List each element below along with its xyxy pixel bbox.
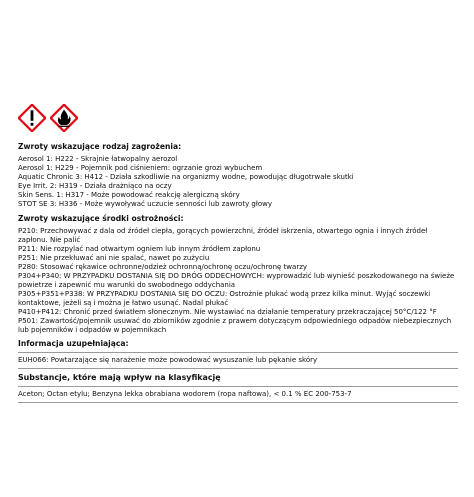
hazard-line: Eye Irrit. 2: H319 - Działa drażniąco na oczy [18, 182, 172, 190]
precaution-line: P211: Nie rozpylać nad otwartym ogniem lub innym źródłem zapłonu [18, 245, 261, 253]
precautionary-title: Zwroty wskazujące środki ostrożności: [18, 214, 184, 223]
flame-icon [50, 104, 78, 132]
divider [18, 386, 458, 387]
hazard-title: Zwroty wskazujące rodzaj zagrożenia: [18, 142, 182, 151]
hazard-line: Aerosol 1: H222 - Skrajnie łatwopalny aerozol [18, 155, 178, 163]
hazard-line: Skin Sens. 1: H317 - Może powodować reakcję alergiczną skóry [18, 191, 240, 199]
precaution-line: P410+P412: Chronić przed światłem słonecznym. Nie wystawiać na działanie temperatury przekraczającej 50°C/122 °F [18, 308, 437, 316]
precaution-line: P304+P340: W PRZYPADKU DOSTANIA SIĘ DO DRÓG ODDECHOWYCH: wyprowadzić lub wynieść poszkodowanego na świeże powietrze i zapewnić mu warunki do swobodnego oddychania [18, 272, 455, 289]
hazard-line: Aquatic Chronic 3: H412 - Działa szkodliwie na organizmy wodne, powodując długotrwałe skutki [18, 173, 354, 181]
precaution-line: P305+P351+P338: W PRZYPADKU DOSTANIA SIĘ DO OCZU: Ostrożnie płukać wodą przez kilka minut. Wyjąć soczewki kontaktowe, jeżeli są i można je łatwo usunąć. Nadal płukać [18, 290, 431, 307]
substances-title: Substancje, które mają wpływ na klasyfikację [18, 373, 221, 382]
divider [18, 352, 458, 353]
ghs-pictograms [18, 104, 78, 132]
supplementary-line: EUH066: Powtarzające się narażenie może powodować wysuszanie lub pękanie skóry [18, 356, 318, 364]
substances-line: Aceton; Octan etylu; Benzyna lekka obrabiana wodorem (ropa naftowa), < 0.1 % EC 200-753-7 [18, 390, 352, 398]
hazard-line: STOT SE 3: H336 - Może wywoływać uczucie senności lub zawroty głowy [18, 200, 273, 208]
safety-info [18, 139, 458, 406]
divider [18, 368, 458, 369]
precaution-line: P251: Nie przekłuwać ani nie spalać, nawet po zużyciu [18, 254, 210, 262]
hazard-line: Aerosol 1: H229 - Pojemnik pod ciśnieniem: ogrzanie grozi wybuchem [18, 164, 263, 172]
supplementary-title: Informacja uzupełniająca: [18, 339, 129, 348]
precaution-line: P280: Stosować rękawice ochronne/odzież ochronną/ochronę oczu/ochronę twarzy [18, 263, 308, 271]
exclamation-mark-icon [18, 104, 46, 132]
precaution-line: P501: Zawartość/pojemnik usuwać do zbiorników zgodnie z prawem dotyczącym odpowiedniego odpadów niebezpiecznych lub pojemników i odpadów w pojemnikach [18, 317, 452, 334]
divider [18, 402, 458, 403]
precaution-line: P210: Przechowywać z dala od źródeł ciepła, gorących powierzchni, źródeł iskrzenia, otwartego ognia i innych źródeł zapłonu. Nie palić [18, 227, 428, 244]
